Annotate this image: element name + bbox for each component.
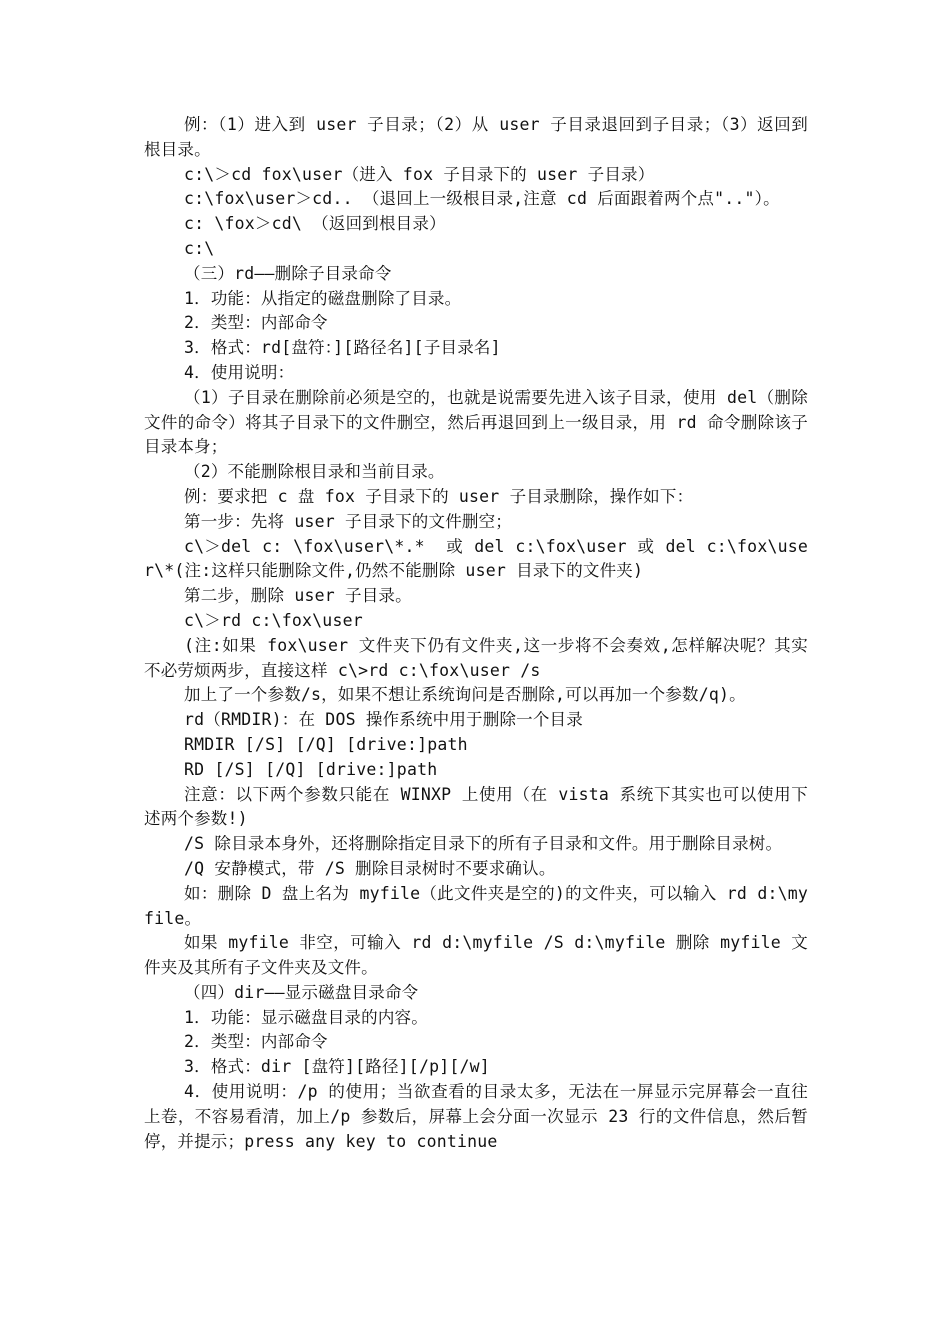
paragraph: （1）子目录在删除前必须是空的，也就是说需要先进入该子目录，使用 del（删除文件的命令）将其子目录下的文件删空，然后再退回到上一级目录，用 rd 命令删除该子目录本身； xyxy=(144,387,808,457)
paragraph: 3．格式：dir [盘符][路径][/p][/w] xyxy=(184,1057,490,1077)
paragraph: 例：（1）进入到 user 子目录；（2）从 user 子目录退回到子目录；（3）返回到根目录。 xyxy=(144,115,808,159)
paragraph: （2）不能删除根目录和当前目录。 xyxy=(184,462,445,482)
section-heading: （四）dir——显示磁盘目录命令 xyxy=(184,982,419,1002)
section-heading: （三）rd——删除子目录命令 xyxy=(184,263,392,283)
paragraph: 1．功能：从指定的磁盘删除了目录。 xyxy=(184,288,462,308)
paragraph: c\＞del c: \fox\user\*.* 或 del c:\fox\user 或 del c:\fox\user\*(注:这样只能删除文件,仍然不能删除 user 目录下的文件夹) xyxy=(144,536,808,581)
paragraph: 4．使用说明： xyxy=(184,362,295,382)
paragraph: c: \fox＞cd\ （返回到根目录） xyxy=(184,214,446,234)
paragraph: 如：删除 D 盘上名为 myfile（此文件夹是空的)的文件夹，可以输入 rd d:\myfile。 xyxy=(144,883,808,928)
paragraph: rd（RMDIR)：在 DOS 操作系统中用于删除一个目录 xyxy=(184,710,583,730)
paragraph: 例：要求把 c 盘 fox 子目录下的 user 子目录删除，操作如下： xyxy=(184,486,694,506)
paragraph: RMDIR [/S] [/Q] [drive:]path xyxy=(184,734,468,754)
paragraph: c:\fox\user＞cd.. （退回上一级根目录,注意 cd 后面跟着两个点".."）。 xyxy=(184,189,780,209)
paragraph: 1．功能：显示磁盘目录的内容。 xyxy=(184,1007,428,1027)
paragraph: 加上了一个参数/s，如果不想让系统询问是否删除,可以再加一个参数/q)。 xyxy=(184,685,746,705)
paragraph: /Q 安静模式，带 /S 删除目录树时不要求确认。 xyxy=(184,858,556,878)
paragraph: c:\＞cd fox\user（进入 fox 子目录下的 user 子目录） xyxy=(184,164,655,184)
paragraph: 注意：以下两个参数只能在 WINXP 上使用（在 vista 系统下其实也可以使用下述两个参数!) xyxy=(144,784,808,829)
paragraph: /S 除目录本身外，还将删除指定目录下的所有子目录和文件。用于删除目录树。 xyxy=(184,834,783,854)
paragraph: 如果 myfile 非空，可输入 rd d:\myfile /S d:\myfile 删除 myfile 文件夹及其所有子文件夹及文件。 xyxy=(144,933,808,978)
paragraph: c\＞rd c:\fox\user xyxy=(184,610,363,630)
paragraph: 第二步，删除 user 子目录。 xyxy=(184,586,412,606)
paragraph: 2．类型：内部命令 xyxy=(184,1032,328,1052)
paragraph: RD [/S] [/Q] [drive:]path xyxy=(184,759,438,779)
paragraph: 4．使用说明：/p 的使用；当欲查看的目录太多，无法在一屏显示完屏幕会一直往上卷，不容易看清，加上/p 参数后，屏幕上会分面一次显示 23 行的文件信息，然后暂停，并提示；press any key to continue xyxy=(144,1082,808,1151)
paragraph: c:\ xyxy=(184,238,215,258)
paragraph: 2．类型：内部命令 xyxy=(184,313,328,333)
paragraph: 3．格式：rd[盘符：][路径名][子目录名] xyxy=(184,338,501,358)
paragraph: 第一步：先将 user 子目录下的文件删空； xyxy=(184,511,513,531)
document-body xyxy=(144,113,808,1154)
paragraph: (注:如果 fox\user 文件夹下仍有文件夹,这一步将不会奏效,怎样解决呢？其实不必劳烦两步，直接这样 c\>rd c:\fox\user /s xyxy=(144,635,808,680)
